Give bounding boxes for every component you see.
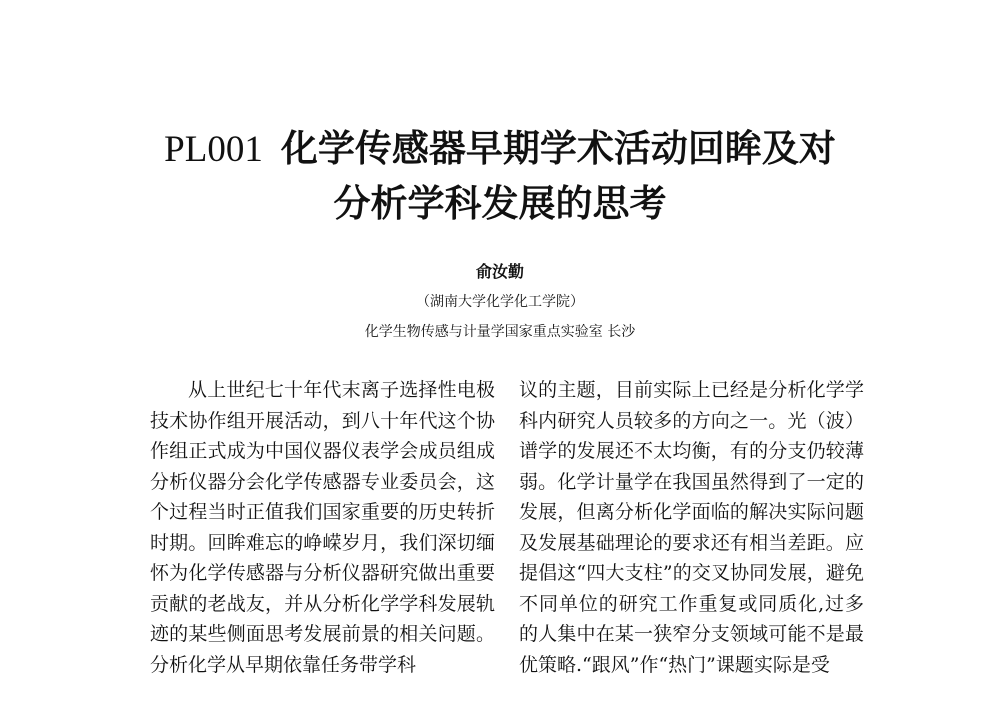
title-line-1 [0, 122, 1000, 177]
affiliation-lab: 化学生物传感与计量学国家重点实验室 长沙 [364, 324, 636, 340]
affiliation-school: （湖南大学化学化工学院） [416, 294, 584, 310]
paper-code: PL001 [164, 129, 263, 170]
title-text-line-1: 化学传感器早期学术活动回眸及对 [280, 127, 836, 170]
body-column-left [150, 375, 495, 680]
body-column-right [519, 375, 864, 680]
left-column-text: 从上世纪七十年代末离子选择性电极技术协作组开展活动，到八十年代这个协作组正式成为中国仪器仪表学会成员组成分析仪器分会化学传感器专业委员会，这个过程当时正值我们国家重要的历史转折时期。回眸难忘的峥嵘岁月，我们深切缅怀为化学传感器与分析仪器研究做出重要贡献的老战友，并从分析化学学科发展轨迹的某些侧面思考发展前景的相关问题。分析化学从早期依靠任务带学科 [150, 379, 495, 676]
right-column-text: 议的主题，目前实际上已经是分析化学学科内研究人员较多的方向之一。光（波）谱学的发展还不太均衡，有的分支仍较薄弱。化学计量学在我国虽然得到了一定的发展，但离分析化学面临的解决实际问题及发展基础理论的要求还有相当差距。应提倡这“四大支柱”的交叉协同发展，避免不同单位的研究工作重复或同质化,过多的人集中在某一狭窄分支领域可能不是最优策略.“跟风”作“热门”课题实际是受 [519, 379, 864, 676]
author-name: 俞汝勤 [475, 262, 524, 281]
title-line-2: 分析学科发展的思考 [333, 182, 667, 225]
paper-title [0, 122, 1000, 231]
